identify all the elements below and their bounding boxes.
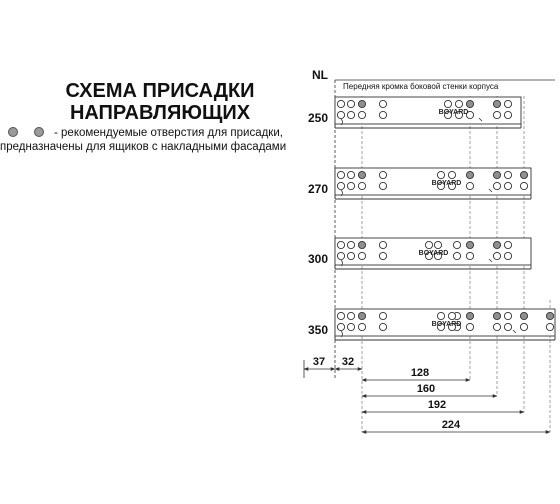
mounting-hole xyxy=(379,171,386,178)
mounting-hole xyxy=(337,312,344,319)
rail-300 xyxy=(308,238,531,269)
dimension-label: 160 xyxy=(416,383,436,395)
dimension-224 xyxy=(362,419,550,432)
dimension-128 xyxy=(362,367,470,380)
mounting-hole xyxy=(434,241,441,248)
recommended-hole xyxy=(493,171,500,178)
recommended-hole xyxy=(466,312,473,319)
mounting-hole xyxy=(358,323,365,330)
mounting-hole xyxy=(358,182,365,189)
mounting-hole xyxy=(444,100,451,107)
mounting-hole xyxy=(379,100,386,107)
recommended-hole xyxy=(520,171,527,178)
recommended-hole xyxy=(493,312,500,319)
dimension-192 xyxy=(362,399,524,412)
nl-label: NL xyxy=(312,68,328,82)
recommended-hole xyxy=(466,241,473,248)
dimensions-group xyxy=(304,356,550,432)
title-line-2: НАПРАВЛЯЮЩИХ xyxy=(69,102,251,124)
mounting-hole xyxy=(358,252,365,259)
dimension-label: 224 xyxy=(441,419,461,431)
dimension-label: 37 xyxy=(312,356,326,368)
dimension-label: 192 xyxy=(427,399,447,411)
mounting-hole xyxy=(504,323,511,330)
mounting-hole xyxy=(347,323,354,330)
mounting-hole xyxy=(437,171,444,178)
mounting-hole xyxy=(546,323,553,330)
mounting-hole xyxy=(347,312,354,319)
front-edge-label: Передняя кромка боковой стенки корпуса xyxy=(343,82,499,91)
rail-length-label: 250 xyxy=(308,111,329,125)
mounting-hole xyxy=(347,100,354,107)
mounting-hole xyxy=(337,252,344,259)
mounting-hole xyxy=(379,182,386,189)
recommended-hole xyxy=(520,312,527,319)
mounting-hole xyxy=(448,171,455,178)
mounting-hole xyxy=(493,111,500,118)
mounting-hole xyxy=(337,323,344,330)
mounting-hole xyxy=(437,312,444,319)
dimension-32 xyxy=(335,356,362,369)
recommended-hole xyxy=(358,241,365,248)
mounting-hole xyxy=(520,182,527,189)
brand-logo: BOYARD xyxy=(431,321,462,328)
mounting-hole xyxy=(337,111,344,118)
mounting-hole xyxy=(347,252,354,259)
mounting-hole xyxy=(358,111,365,118)
mounting-hole xyxy=(504,312,511,319)
mounting-hole xyxy=(347,182,354,189)
brand-logo: BOYARD xyxy=(438,109,469,116)
mounting-hole xyxy=(504,182,511,189)
legend-text-line-1: - рекомендуемые отверстия для присадки, xyxy=(54,127,283,139)
mounting-hole xyxy=(504,100,511,107)
mounting-hole xyxy=(337,171,344,178)
legend-text-line-2: предназначены для ящиков с накладными фасадами xyxy=(0,141,287,153)
rail-length-label: 350 xyxy=(308,323,329,337)
mounting-hole xyxy=(466,182,473,189)
mounting-hole xyxy=(466,323,473,330)
mounting-hole xyxy=(347,111,354,118)
mounting-hole xyxy=(504,241,511,248)
recommended-hole xyxy=(358,312,365,319)
dimension-label: 128 xyxy=(410,367,430,379)
mounting-hole xyxy=(520,323,527,330)
mounting-hole xyxy=(379,323,386,330)
mounting-hole xyxy=(504,252,511,259)
rail-250 xyxy=(308,97,521,128)
recommended-hole xyxy=(358,100,365,107)
mounting-hole xyxy=(466,252,473,259)
brand-logo: BOYARD xyxy=(431,180,462,187)
dimension-160 xyxy=(362,383,497,396)
rails-group xyxy=(308,97,555,340)
recommended-hole xyxy=(493,100,500,107)
mounting-hole xyxy=(379,312,386,319)
rail-270 xyxy=(308,168,531,199)
mounting-hole xyxy=(379,111,386,118)
mounting-hole xyxy=(425,241,432,248)
mounting-hole xyxy=(493,182,500,189)
recommended-hole xyxy=(546,312,553,319)
rail-length-label: 300 xyxy=(308,252,329,266)
rail-length-label: 270 xyxy=(308,182,329,196)
rail-350 xyxy=(308,309,555,340)
recommended-hole xyxy=(466,100,473,107)
mounting-hole xyxy=(337,241,344,248)
mounting-hole xyxy=(453,252,460,259)
mounting-hole xyxy=(337,182,344,189)
mounting-hole xyxy=(347,171,354,178)
title-line-1: СХЕМА ПРИСАДКИ xyxy=(65,80,255,102)
mounting-hole xyxy=(337,100,344,107)
brand-logo: BOYARD xyxy=(418,250,449,257)
dimension-label: 32 xyxy=(341,356,355,368)
recommended-hole xyxy=(466,171,473,178)
recommended-hole xyxy=(493,241,500,248)
mounting-hole xyxy=(448,312,455,319)
mounting-hole xyxy=(379,241,386,248)
mounting-hole xyxy=(493,252,500,259)
mounting-hole xyxy=(455,100,462,107)
dimension-37 xyxy=(304,356,335,369)
mounting-hole xyxy=(347,241,354,248)
mounting-hole xyxy=(453,241,460,248)
mounting-hole xyxy=(504,171,511,178)
recommended-hole xyxy=(358,171,365,178)
mounting-hole xyxy=(504,111,511,118)
mounting-hole xyxy=(493,323,500,330)
mounting-hole xyxy=(379,252,386,259)
